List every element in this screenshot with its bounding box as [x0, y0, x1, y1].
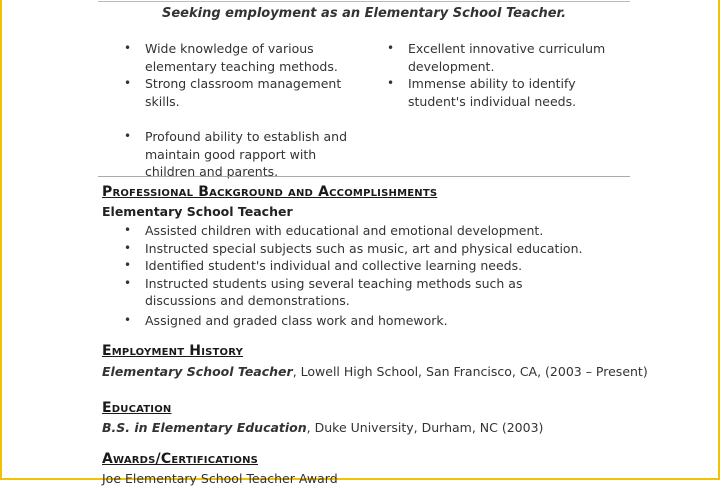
bullet-icon: • — [124, 240, 132, 255]
award-entry: Joe Elementary School Teacher Award — [102, 471, 338, 486]
professional-list — [123, 222, 603, 329]
employment-position: Elementary School Teacher — [102, 364, 293, 379]
education-entry — [102, 420, 543, 435]
employment-heading: Employment History — [102, 343, 244, 359]
skill-item: • Wide knowledge of various elementary teaching methods. — [124, 41, 338, 74]
professional-role: Elementary School Teacher — [102, 204, 293, 219]
professional-heading: Professional Background and Accomplishments — [102, 184, 438, 200]
skills-left-column — [123, 40, 363, 181]
employment-details: , Lowell High School, San Francisco, CA, (2003 – Present) — [292, 364, 648, 379]
bullet-icon: • — [124, 129, 132, 143]
bullet-icon: • — [124, 76, 132, 90]
bullet-icon: • — [387, 41, 395, 55]
employment-entry — [102, 364, 648, 379]
bullet-icon: • — [387, 76, 395, 90]
awards-heading: Awards/Certifications — [102, 451, 259, 467]
skill-item: • Immense ability to identify student's individual needs. — [387, 76, 577, 109]
bullet-icon: • — [124, 258, 132, 272]
skill-item: • Profound ability to establish and maintain good rapport with children and parents. — [124, 129, 348, 179]
education-details: , Duke University, Durham, NC (2003) — [306, 420, 544, 435]
accomplishment-item: • Instructed students using several teaching methods such as discussions and demonstrations. — [124, 275, 523, 308]
skill-item: • Excellent innovative curriculum development. — [387, 41, 606, 74]
bullet-icon: • — [124, 41, 132, 55]
education-heading: Education — [102, 400, 172, 416]
education-degree: B.S. in Elementary Education — [102, 420, 307, 435]
skill-item: • Strong classroom management skills. — [124, 76, 342, 109]
accomplishment-item: • Assisted children with educational and emotional development. — [124, 223, 544, 238]
bullet-icon: • — [124, 312, 132, 327]
skills-right-column — [386, 40, 636, 110]
section-divider — [98, 176, 630, 177]
bullet-icon: • — [124, 275, 132, 290]
accomplishment-item: • Instructed special subjects such as music, art and physical education. — [124, 240, 583, 256]
top-divider — [98, 1, 630, 2]
objective-statement: Seeking employment as an Elementary School Teacher. — [161, 6, 567, 21]
accomplishment-item: • Assigned and graded class work and homework. — [124, 312, 448, 328]
accomplishment-item: • Identified student's individual and collective learning needs. — [124, 258, 523, 273]
bullet-icon: • — [124, 223, 132, 237]
